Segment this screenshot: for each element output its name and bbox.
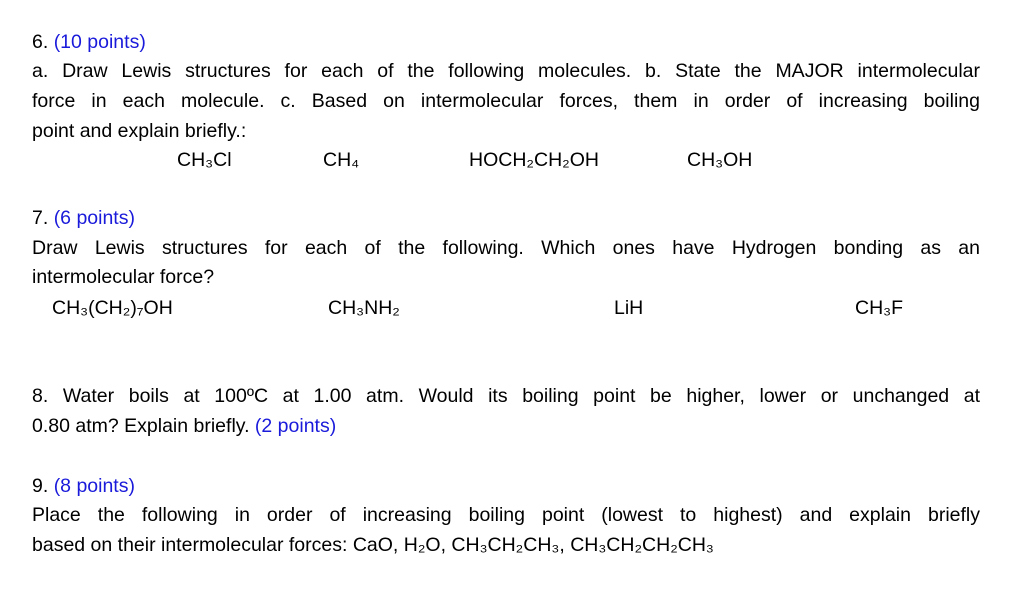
q7-formula-3: LiH xyxy=(614,297,644,319)
q7-formula-1: CH₃(CH₂)₇OH xyxy=(52,297,173,319)
q8-text-line-1: 8. Water boils at 100ºC at 1.00 atm. Would its boiling point be higher, lower or unchanged at xyxy=(32,385,980,407)
q7-text-line-1: Draw Lewis structures for each of the following. Which ones have Hydrogen bonding as an xyxy=(32,237,980,259)
q6-header xyxy=(32,30,980,54)
q9-header xyxy=(32,474,980,498)
q9-text-line-2: based on their intermolecular forces: CaO, H₂O, CH₃CH₂CH₃, CH₃CH₂CH₂CH₃ xyxy=(32,534,714,556)
q7-formula-2: CH₃NH₂ xyxy=(328,297,400,319)
q7-number: 7. xyxy=(32,207,49,229)
q9-text-line-1: Place the following in order of increasing boiling point (lowest to highest) and explain briefly xyxy=(32,504,980,526)
q6-formula-1: CH₃Cl xyxy=(177,149,232,171)
q7-header xyxy=(32,206,980,230)
q8-text-line-2-body: 0.80 atm? Explain briefly. xyxy=(32,415,250,437)
q7-formula-4: CH₃F xyxy=(855,297,904,319)
q6-text-line-1: a. Draw Lewis structures for each of the following molecules. b. State the MAJOR intermolecular xyxy=(32,60,980,82)
q6-number: 6. xyxy=(32,31,49,53)
q7-text-line-2: intermolecular force? xyxy=(32,266,215,288)
q6-formula-2: CH₄ xyxy=(323,149,360,171)
q9-points: (8 points) xyxy=(53,475,135,497)
q8-text-line-2 xyxy=(32,414,980,438)
q6-formula-3: HOCH₂CH₂OH xyxy=(469,149,599,171)
q9-number: 9. xyxy=(32,475,49,497)
q6-formula-4: CH₃OH xyxy=(687,149,753,171)
q7-points: (6 points) xyxy=(53,207,135,229)
q6-points: (10 points) xyxy=(53,31,146,53)
q6-text-line-2: force in each molecule. c. Based on intermolecular forces, them in order of increasing boiling xyxy=(32,90,980,112)
q8-points: (2 points) xyxy=(254,415,337,437)
q6-text-line-3: point and explain briefly.: xyxy=(32,120,247,142)
